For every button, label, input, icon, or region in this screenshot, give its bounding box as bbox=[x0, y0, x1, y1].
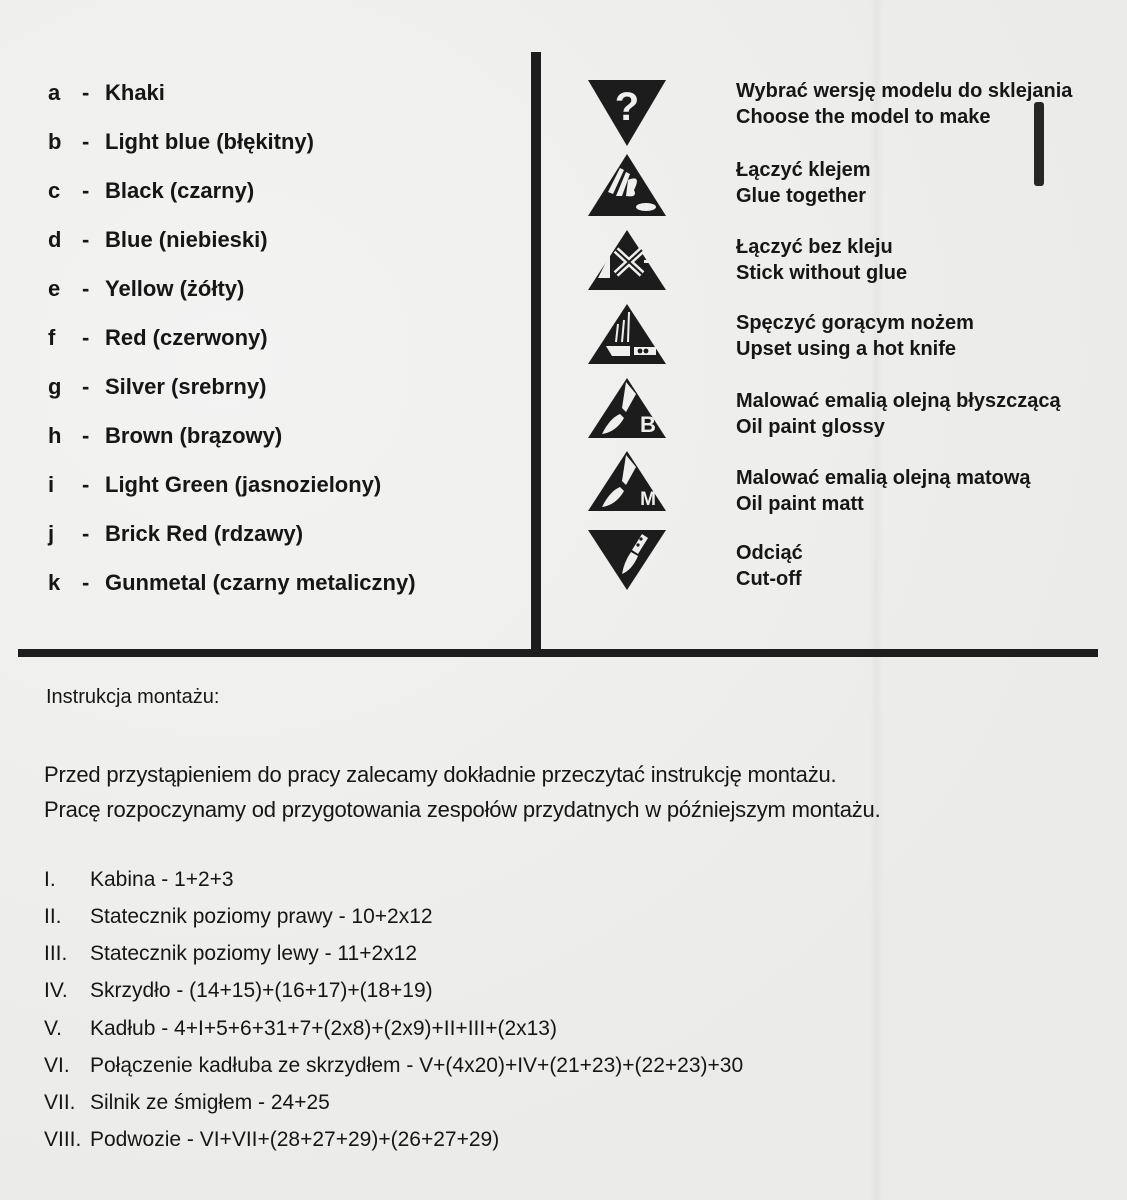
intro-line: Pracę rozpoczynamy od przygotowania zespołów przydatnych w późniejszym montażu. bbox=[44, 797, 881, 822]
step-number: VI. bbox=[44, 1054, 70, 1077]
no-glue-triangle-icon bbox=[586, 228, 668, 292]
color-name: Gunmetal (czarny metaliczny) bbox=[105, 570, 416, 595]
color-dash: - bbox=[82, 423, 90, 448]
step-description: Kabina - 1+2+3 bbox=[90, 868, 234, 891]
step-description: Statecznik poziomy lewy - 11+2x12 bbox=[90, 942, 418, 965]
step-number: VIII. bbox=[44, 1128, 82, 1151]
symbol-polish-label: Odciąć bbox=[736, 542, 803, 564]
color-dash: - bbox=[82, 227, 90, 252]
symbol-english-label: Upset using a hot knife bbox=[736, 338, 957, 360]
symbol-polish-label: Wybrać wersję modelu do sklejania bbox=[736, 80, 1073, 102]
color-letter: b bbox=[48, 129, 62, 154]
step-number: VII. bbox=[44, 1091, 76, 1114]
color-dash: - bbox=[82, 570, 90, 595]
color-letter: a bbox=[48, 80, 61, 105]
step-description: Połączenie kadłuba ze skrzydłem - V+(4x20)+IV+(21+23)+(22+23)+30 bbox=[90, 1054, 744, 1077]
step-description: Statecznik poziomy prawy - 10+2x12 bbox=[90, 905, 433, 928]
svg-text:?: ? bbox=[614, 85, 640, 129]
glue-triangle-icon bbox=[586, 152, 668, 218]
color-name: Yellow (żółty) bbox=[105, 276, 245, 301]
color-dash: - bbox=[82, 129, 90, 154]
color-dash: - bbox=[82, 521, 90, 546]
color-name: Black (czarny) bbox=[105, 178, 255, 203]
color-dash: - bbox=[82, 374, 90, 399]
symbol-polish-label: Spęczyć gorącym nożem bbox=[736, 312, 974, 334]
vertical-divider bbox=[531, 52, 541, 656]
color-letter: c bbox=[48, 178, 61, 203]
pen-mark bbox=[1034, 102, 1044, 186]
brush-matt-triangle-icon bbox=[586, 449, 668, 513]
step-description: Silnik ze śmigłem - 24+25 bbox=[90, 1091, 330, 1114]
step-number: III. bbox=[44, 942, 68, 965]
color-dash: - bbox=[82, 276, 90, 301]
color-dash: - bbox=[82, 178, 90, 203]
symbol-english-label: Glue together bbox=[736, 185, 867, 207]
symbol-english-label: Oil paint matt bbox=[736, 493, 864, 515]
color-dash: - bbox=[82, 325, 90, 350]
step-number: V. bbox=[44, 1017, 62, 1040]
color-letter: k bbox=[48, 570, 61, 595]
color-name: Brown (brązowy) bbox=[105, 423, 283, 448]
color-letter: f bbox=[48, 325, 56, 350]
color-dash: - bbox=[82, 80, 90, 105]
step-number: IV. bbox=[44, 979, 68, 1002]
step-description: Podwozie - VI+VII+(28+27+29)+(26+27+29) bbox=[90, 1128, 500, 1151]
horizontal-divider bbox=[18, 649, 1098, 657]
step-number: I. bbox=[44, 868, 56, 891]
glossy-glyph: B bbox=[640, 412, 656, 437]
brush-glossy-triangle-icon bbox=[586, 376, 668, 440]
color-name: Light Green (jasnozielony) bbox=[105, 472, 382, 497]
color-name: Red (czerwony) bbox=[105, 325, 268, 350]
color-letter: e bbox=[48, 276, 61, 301]
matt-glyph: M bbox=[640, 489, 656, 510]
color-name: Khaki bbox=[105, 80, 165, 105]
color-letter: i bbox=[48, 472, 55, 497]
color-letter: h bbox=[48, 423, 62, 448]
symbol-english-label: Choose the model to make bbox=[736, 106, 991, 128]
step-number: II. bbox=[44, 905, 62, 928]
color-name: Blue (niebieski) bbox=[105, 227, 268, 252]
color-letter: g bbox=[48, 374, 62, 399]
color-name: Brick Red (rdzawy) bbox=[105, 521, 304, 546]
symbol-polish-label: Łączyć bez kleju bbox=[736, 236, 893, 258]
color-dash: - bbox=[82, 472, 90, 497]
symbol-english-label: Oil paint glossy bbox=[736, 416, 885, 438]
symbol-english-label: Stick without glue bbox=[736, 262, 908, 284]
color-name: Silver (srebrny) bbox=[105, 374, 267, 399]
color-letter: d bbox=[48, 227, 62, 252]
symbol-polish-label: Łączyć klejem bbox=[736, 159, 871, 181]
color-name: Light blue (błękitny) bbox=[105, 129, 314, 154]
step-description: Kadłub - 4+I+5+6+31+7+(2x8)+(2x9)+II+III+(2x13) bbox=[90, 1017, 557, 1040]
hot-knife-triangle-icon bbox=[586, 302, 668, 366]
question-triangle-icon bbox=[586, 76, 668, 148]
intro-line: Przed przystąpieniem do pracy zalecamy dokładnie przeczytać instrukcję montażu. bbox=[44, 762, 837, 787]
symbol-english-label: Cut-off bbox=[736, 568, 802, 590]
symbol-polish-label: Malować emalią olejną matową bbox=[736, 467, 1031, 489]
symbol-polish-label: Malować emalią olejną błyszczącą bbox=[736, 390, 1061, 412]
step-description: Skrzydło - (14+15)+(16+17)+(18+19) bbox=[90, 979, 433, 1002]
color-letter: j bbox=[48, 521, 55, 546]
cut-off-knife-icon bbox=[586, 528, 668, 592]
instructions-heading: Instrukcja montażu: bbox=[46, 686, 220, 708]
